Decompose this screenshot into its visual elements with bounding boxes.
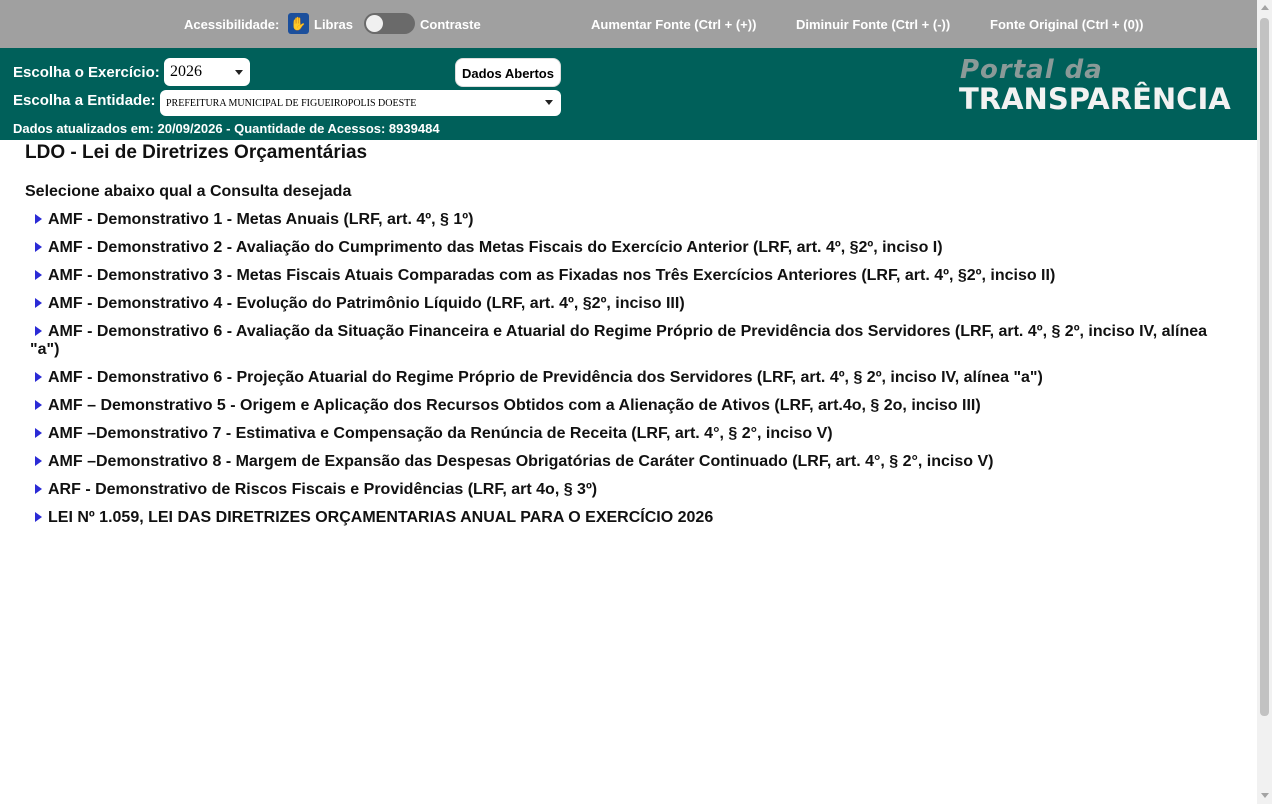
report-link-label: AMF - Demonstrativo 4 - Evolução do Patrimônio Líquido (LRF, art. 4º, §2º, inciso III) — [48, 295, 685, 312]
caret-right-icon — [35, 456, 42, 466]
open-data-button[interactable]: Dados Abertos — [455, 58, 561, 87]
toggle-knob — [366, 15, 383, 32]
entity-label: Escolha a Entidade: — [13, 92, 156, 109]
caret-right-icon — [35, 428, 42, 438]
caret-right-icon — [35, 298, 42, 308]
contrast-toggle[interactable] — [364, 13, 415, 34]
report-link[interactable] — [30, 369, 1230, 387]
chevron-down-icon — [235, 70, 243, 75]
report-link[interactable] — [30, 267, 1230, 285]
caret-right-icon — [35, 270, 42, 280]
entity-select-value: PREFEITURA MUNICIPAL DE FIGUEIROPOLIS DOESTE — [166, 98, 417, 109]
contrast-label: Contraste — [420, 17, 481, 32]
accessibility-bar — [0, 0, 1257, 48]
report-link-label: AMF - Demonstrativo 1 - Metas Anuais (LRF, art. 4º, § 1º) — [48, 211, 474, 228]
report-link[interactable] — [30, 295, 1230, 313]
exercise-select-value: 2026 — [170, 63, 202, 80]
report-link[interactable] — [30, 397, 1230, 415]
caret-right-icon — [35, 242, 42, 252]
last-updated-text: Dados atualizados em: 20/09/2026 - Quantidade de Acessos: 8939484 — [13, 121, 440, 136]
report-link[interactable] — [30, 239, 1230, 257]
increase-font-link[interactable]: Aumentar Fonte (Ctrl + (+)) — [591, 17, 757, 32]
scroll-down-icon[interactable] — [1261, 793, 1269, 798]
accessibility-label: Acessibilidade: — [184, 17, 280, 32]
page-title: LDO - Lei de Diretrizes Orçamentárias — [25, 142, 368, 163]
report-link-label: AMF - Demonstrativo 2 - Avaliação do Cumprimento das Metas Fiscais do Exercício Anterior (LRF, art. 4º, §2º, inciso I) — [48, 239, 943, 256]
caret-right-icon — [35, 512, 42, 522]
report-link-label: AMF –Demonstrativo 7 - Estimativa e Compensação da Renúncia de Receita (LRF, art. 4°, § 2°, inciso V) — [48, 425, 833, 442]
logo-portal-text: Portal da — [960, 55, 1103, 85]
report-link[interactable] — [30, 323, 1230, 359]
report-link-label: LEI Nº 1.059, LEI DAS DIRETRIZES ORÇAMENTARIAS ANUAL PARA O EXERCÍCIO 2026 — [48, 509, 714, 526]
vertical-scrollbar[interactable] — [1257, 0, 1272, 804]
caret-right-icon — [35, 400, 42, 410]
page-subtitle: Selecione abaixo qual a Consulta desejada — [25, 183, 352, 200]
caret-right-icon — [35, 484, 42, 494]
exercise-select[interactable] — [164, 58, 250, 86]
exercise-label: Escolha o Exercício: — [13, 64, 160, 81]
original-font-link[interactable]: Fonte Original (Ctrl + (0)) — [990, 17, 1144, 32]
caret-right-icon — [35, 372, 42, 382]
report-link[interactable] — [30, 509, 1230, 527]
report-link[interactable] — [30, 481, 1230, 499]
report-link-label: ARF - Demonstrativo de Riscos Fiscais e Providências (LRF, art 4o, § 3º) — [48, 481, 598, 498]
report-link-label: AMF –Demonstrativo 8 - Margem de Expansão das Despesas Obrigatórias de Caráter Continuado (LRF, art. 4°, § 2°, inciso V) — [48, 453, 994, 470]
caret-right-icon — [35, 214, 42, 224]
report-link-label: AMF - Demonstrativo 3 - Metas Fiscais Atuais Comparadas com as Fixadas nos Três Exercícios Anteriores (LRF, art. 4º, §2º, inciso II) — [48, 267, 1056, 284]
caret-right-icon — [35, 326, 42, 336]
report-link[interactable] — [30, 453, 1230, 471]
entity-select[interactable] — [160, 90, 561, 116]
logo-transparencia-text: TRANSPARÊNCIA — [959, 82, 1231, 116]
report-link-label: AMF - Demonstrativo 6 - Avaliação da Situação Financeira e Atuarial do Regime Próprio de Previdência dos Servidores (LRF, art. 4º, § 2º, inciso IV, alínea "a") — [30, 323, 1208, 358]
libras-link[interactable]: Libras — [314, 17, 354, 32]
report-link[interactable] — [30, 425, 1230, 443]
decrease-font-link[interactable]: Diminuir Fonte (Ctrl + (-)) — [796, 17, 951, 32]
report-link[interactable] — [30, 211, 1230, 229]
report-link-label: AMF – Demonstrativo 5 - Origem e Aplicação dos Recursos Obtidos com a Alienação de Ativos (LRF, art.4o, § 2o, inciso III) — [48, 397, 981, 414]
scroll-up-icon[interactable] — [1261, 5, 1269, 10]
report-link-label: AMF - Demonstrativo 6 - Projeção Atuarial do Regime Próprio de Previdência dos Servidores (LRF, art. 4º, § 2º, inciso IV, alínea "a") — [48, 369, 1043, 386]
chevron-down-icon — [545, 100, 553, 105]
hand-sign-icon[interactable]: ✋ — [288, 13, 309, 34]
scrollbar-thumb[interactable] — [1260, 18, 1269, 716]
portal-header — [0, 48, 1257, 140]
